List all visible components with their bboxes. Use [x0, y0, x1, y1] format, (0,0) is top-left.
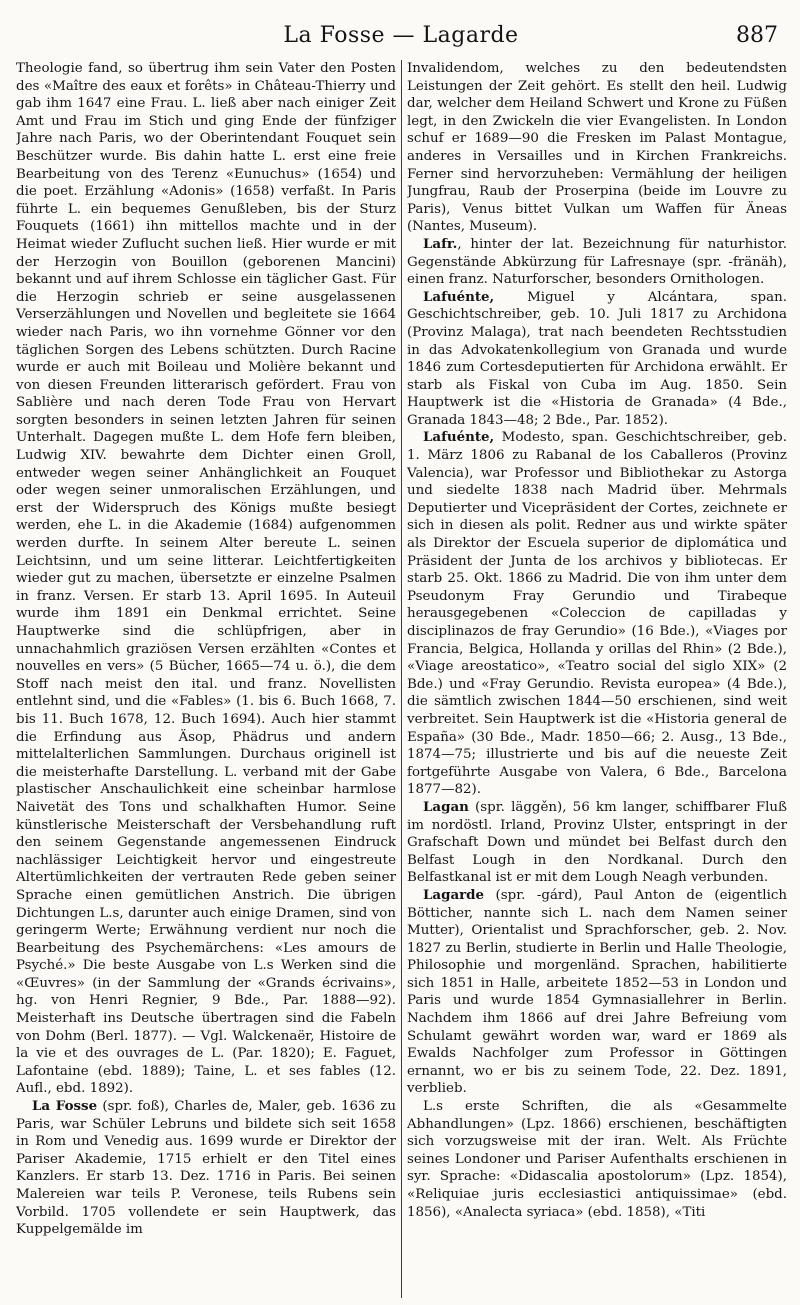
entry-headword: Lagarde [423, 886, 485, 903]
entry-text: (spr. foß), Charles de, Maler, geb. 1636 zu Paris, war Schüler Lebruns und bildete sich seit 1658 in Rom und Venedig aus. 1699 wurde er Direktor der Pariser Akademie, 1715 erhielt er den Titel eines Kanzlers. Er starb 13. Dez. 1716 in Paris. Bei seinen Malereien war teils P. Veronese, teils Rubens sein Vorbild. 1705 vollendete er sein Hauptwerk, das Kuppelgemälde im [16, 1099, 396, 1238]
text-columns [16, 60, 788, 1298]
running-title: La Fosse — Lagarde [283, 23, 519, 48]
continued-paragraph: Invalidendom, welches zu den bedeutendsten Leistungen der Zeit gehört. Es stellt den heil. Ludwig dar, welcher dem Heiland Schwert und Krone zu Füßen legt, in den Zwickeln die vier Evangelisten. In London schuf er 1689—90 die Fresken im Palast Montague, anderes in Versailles und in Kirchen Frankreichs. Ferner sind hervorzuheben: Vermählung der heiligen Jungfrau, Raub der Proserpina (beide im Louvre zu Paris), Venus bittet Vulkan um Waffen für Äneas (Nantes, Museum). [407, 61, 787, 235]
entry-lafuente-miguel [407, 289, 787, 430]
entry-headword: Lafuénte, [423, 288, 495, 305]
entry-lagan [407, 799, 787, 887]
right-column [407, 60, 787, 1298]
left-column [16, 60, 396, 1298]
page-header [24, 18, 778, 54]
entry-text: , hinter der lat. Bezeichnung für naturhistor. Gegenstände Abkürzung für Lafresnaye (spr. -fränäh), einen franz. Naturforscher, besonders Ornithologen. [407, 236, 787, 288]
entry-lafuente-modesto [407, 429, 787, 798]
entry-text: L.s erste Schriften, die als «Gesammelte Abhandlungen» (Lpz. 1866) erschienen, beschäftigten sich vorzugsweise mit der iran. Welt. Als Früchte seines Londoner und Pariser Aufenthalts erschienen in syr. Sprache: «Didascalia apostolorum» (Lpz. 1854), «Reliquiae juris ecclesiastici antiquissimae» (ebd. 1856), «Analecta syriaca» (ebd. 1858), «Titi [407, 1099, 787, 1220]
entry-text: (spr. läggěn), 56 km langer, schiffbarer Fluß im nordöstl. Irland, Provinz Ulster, entspringt in der Grafschaft Down und mündet bei Belfast durch den Belfast Lough in den Nordkanal. Durch den Belfastkanal ist er mit dem Lough Neagh verbunden. [407, 799, 787, 886]
entry-text: Miguel y Alcántara, span. Geschichtschreiber, geb. 10. Juli 1817 zu Archidona (Provinz Malaga), trat nach beendeten Rechtsstudien in das Advokatenkollegium von Granada und wurde 1846 zum Cortesdeputierten für Archidona erwählt. Er starb als Fiskal von Cuba im Aug. 1850. Sein Hauptwerk ist die «Historia de Granada» (4 Bde., Granada 1843—48; 2 Bde., Par. 1852). [407, 289, 787, 428]
entry-headword: Lafr. [423, 235, 458, 252]
page-number: 887 [736, 23, 778, 48]
entry-headword: Lagan [423, 798, 469, 815]
entry-lagarde-continued [407, 1098, 787, 1221]
entry-headword: Lafuénte, [423, 429, 495, 446]
entry-la-fosse [16, 1098, 396, 1239]
column-divider [401, 60, 402, 1298]
entry-text: Modesto, span. Geschichtschreiber, geb. 1. März 1806 zu Rabanal de los Caballeros (Provinz Valencia), war Professor und Bibliothekar zu Astorga und siedelte 1838 nach Madrid über. Mehrmals Deputierter und Vicepräsident der Cortes, zeichnete er sich in diesen als polit. Redner aus und wirkte später als Direktor der Escuela superior de diplomática und Präsident der Junta de los archivos y bibliotecas. Er starb 25. Okt. 1866 zu Madrid. Die von ihm unter dem Pseudonym Fray Gerundio und Tirabeque herausgegebenen «Coleccion de capilladas y disciplinazos de fray Gerundio» (16 Bde.), «Viages por Francia, Belgica, Hollanda y orillas del Rhin» (2 Bde.), «Viage areostatico», «Teatro social del siglo XIX» (2 Bde.) und «Fray Gerundio. Revista europea» (4 Bde.), die sämtlich zwischen 1844—50 erschienen, sind weit verbreitet. Sein Hauptwerk ist die «Historia general de España» (30 Bde., Madr. 1850—66; 2. Ausg., 13 Bde., 1874—75; illustrierte und bis auf die neueste Zeit fortgeführte Ausgabe von Valera, 6 Bde., Barcelona 1877—82). [407, 430, 787, 798]
entry-lagarde [407, 887, 787, 1098]
entry-headword: La Fosse [32, 1098, 98, 1115]
continued-paragraph: Theologie fand, so übertrug ihm sein Vater den Posten des «Maître des eaux et forêts» in Château-Thierry und gab ihm 1647 eine Frau. L. ließ aber nach einiger Zeit Amt und Frau im Stich und ging Ende der fünfziger Jahre nach Paris, wo der Oberintendant Fouquet sein Beschützer wurde. Bis dahin hatte L. erst eine freie Bearbeitung von des Terenz «Eunuchus» (1654) und die poet. Erzählung «Adonis» (1658) verfaßt. In Paris führte L. ein bequemes Genußleben, bis der Sturz Fouquets (1661) ihn mittellos machte und in der Heimat wieder Zuflucht suchen ließ. Hier wurde er mit der Herzogin von Bouillon (geborenen Mancini) bekannt und auf ihrem Schlosse ein täglicher Gast. Für die Herzogin schrieb er seine ausgelassenen Verserzählungen und Novellen und begleitete sie 1664 wieder nach Paris, wo ihn vornehme Gönner vor den täglichen Sorgen des Lebens schützten. Durch Racine wurde er auch mit Boileau und Molière bekannt und von diesen Freunden litterarisch gefördert. Frau von Sablière und nach deren Tode Frau von Hervart sorgten besonders in seinen letzten Jahren für seinen Unterhalt. Dagegen mußte L. dem Hofe fern bleiben, Ludwig XIV. bewahrte dem Dichter einen Groll, entweder wegen seiner Anhänglichkeit an Fouquet oder wegen seiner unmoralischen Erzählungen, und erst der Widerspruch des Königs mußte besiegt werden, ehe L. in die Akademie (1684) aufgenommen werden durfte. In seinem Alter bereute L. seinen Leichtsinn, und um seine litterar. Leichtfertigkeiten wieder gut zu machen, übersetzte er einzelne Psalmen in franz. Versen. Er starb 13. April 1695. In Auteuil wurde ihm 1891 ein Denkmal errichtet. Seine Hauptwerke sind die schlüpfrigen, aber in unnachahmlich graziösen Versen erzählten «Contes et nouvelles en vers» (5 Bücher, 1665—74 u. ö.), die dem Stoff nach meist den ital. und franz. Novellisten entlehnt sind, und die «Fables» (1. bis 6. Buch 1668, 7. bis 11. Buch 1678, 12. Buch 1694). Auch hier stammt die Erfindung aus Äsop, Phädrus und andern mittelalterlichen Sammlungen. Durchaus originell ist die meisterhafte Darstellung. L. verband mit der Gabe plastischer Anschaulichkeit eine scheinbar harmlose Naivetät des Tons und schalkhaften Humor. Seine künstlerische Meisterschaft der Versbehandlung ruft den seinem Gegenstande angemessenen Eindruck nachlässiger Leichtigkeit hervor und eingestreute Altertümlichkeiten der vertrauten Rede geben seiner Sprache einen gemütlichen Anstrich. Die übrigen Dichtungen L.s, darunter auch einige Dramen, sind von geringerm Werte; Erwähnung verdient nur noch die Bearbeitung des Psychemärchens: «Les amours de Psyché.» Die beste Ausgabe von L.s Werken sind die «Œuvres» (in der Sammlung der «Grands écrivains», hg. von Henri Regnier, 9 Bde., Par. 1888—92). Meisterhaft ins Deutsche übertragen sind die Fabeln von Dohm (Berl. 1877). — Vgl. Walckenaër, Histoire de la vie et des ouvrages de L. (Par. 1820); E. Faguet, Lafontaine (ebd. 1889); Taine, L. et ses fables (12. Aufl., ebd. 1892). [16, 61, 396, 1097]
entry-lafr [407, 236, 787, 289]
entry-text: (spr. -gárd), Paul Anton de (eigentlich Bötticher, nannte sich L. nach dem Namen seiner Mutter), Orientalist und Sprachforscher, geb. 2. Nov. 1827 zu Berlin, studierte in Berlin und Halle Theologie, Philosophie und morgenländ. Sprachen, habilitierte sich 1851 in Halle, arbeitete 1852—53 in London und Paris und wurde 1854 Gymnasiallehrer in Berlin. Nachdem ihm 1866 auf drei Jahre Befreiung vom Schulamt gewährt worden war, ward er 1869 als Ewalds Nachfolger zum Professor in Göttingen ernannt, wo er bis zu seinem Tode, 22. Dez. 1891, verblieb. [407, 887, 787, 1097]
